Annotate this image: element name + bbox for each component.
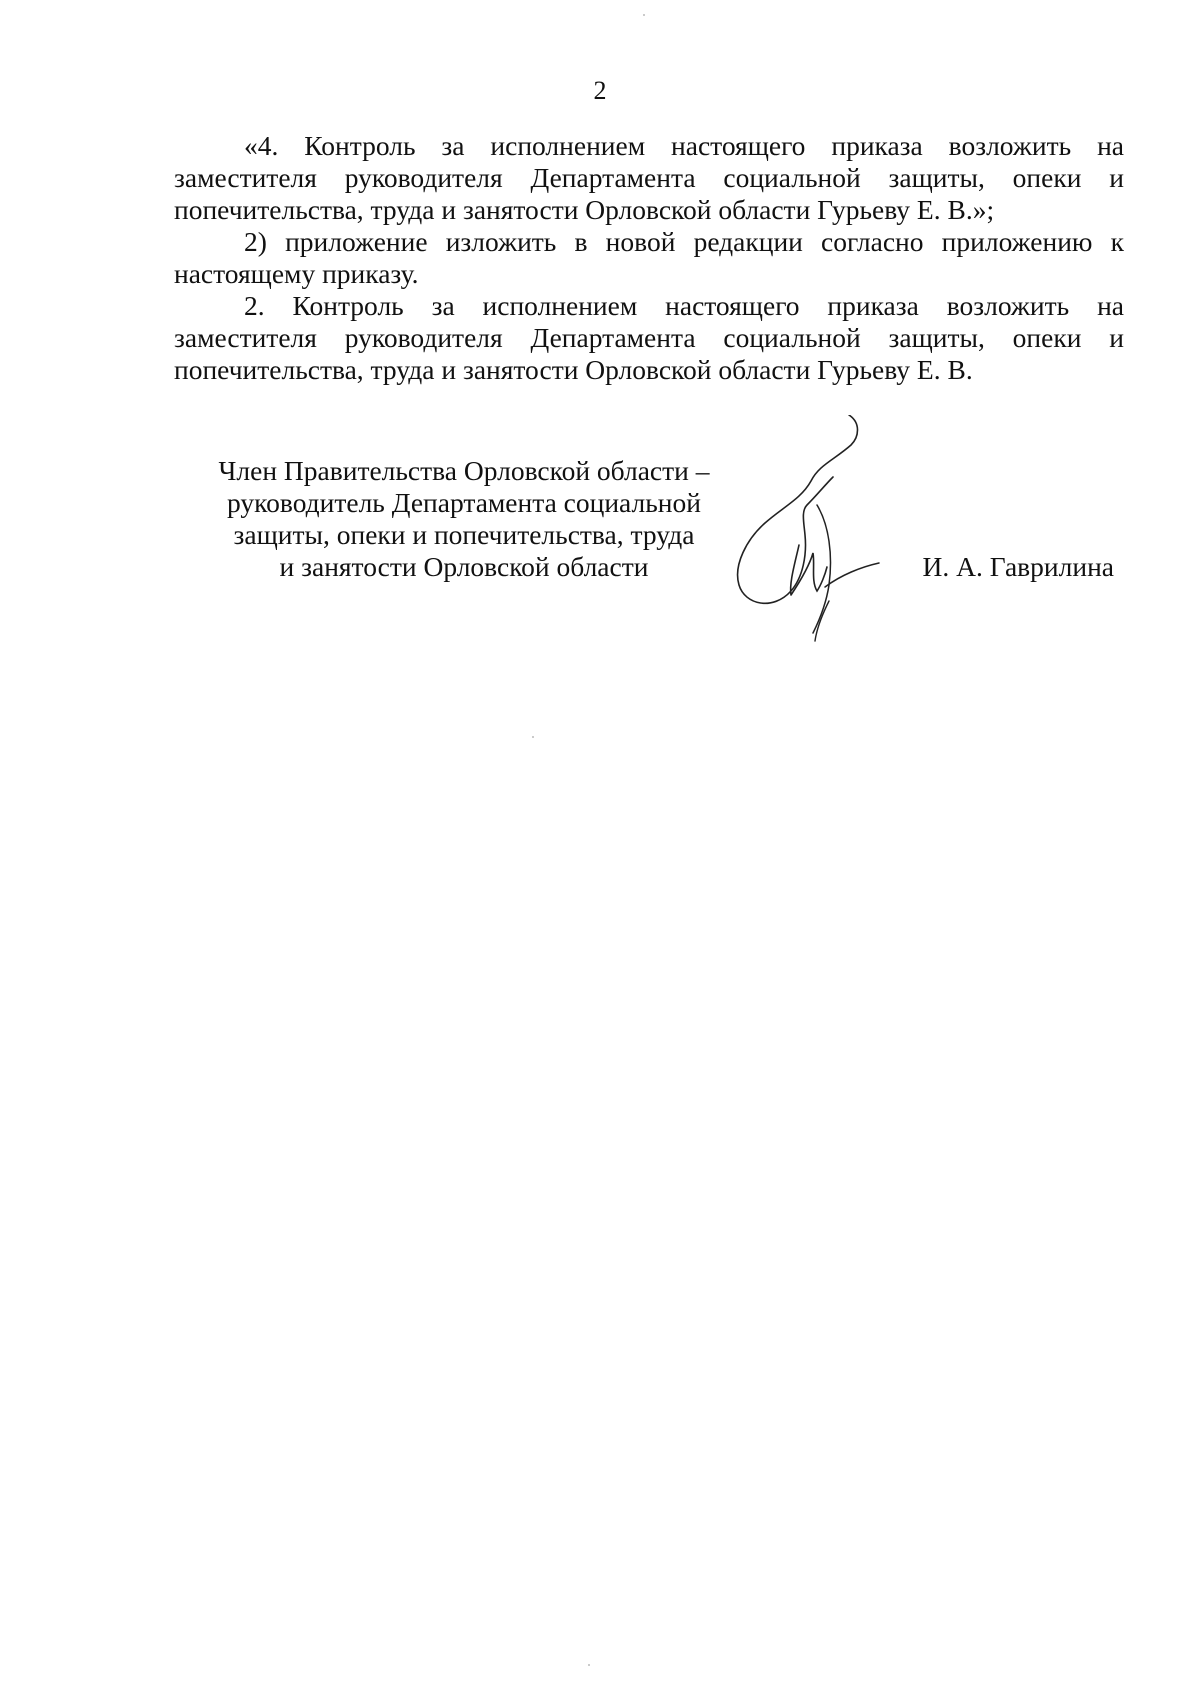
signer-name: И. А. Гаврилина [922, 551, 1114, 582]
paragraph-control-clause: «4. Контроль за исполнением настоящего приказа возложить на заместителя руководителя Департамента социальной защиты, опеки и попечительства, труда и занятости Орловской области Гурьеву Е. В.»; [174, 130, 1124, 225]
paragraph-appendix-amendment: 2) приложение изложить в новой редакции согласно приложению к настоящему приказу. [174, 226, 1124, 289]
scan-speck [588, 1664, 590, 1666]
signature-block [174, 455, 1124, 655]
paragraph-control-assignment: 2. Контроль за исполнением настоящего приказа возложить на заместителя руководителя Департамента социальной защиты, опеки и попечительства, труда и занятости Орловской области Гурьеву Е. В. [174, 290, 1124, 385]
document-body [174, 130, 1124, 386]
signer-title-line: руководитель Департамента социальной [227, 487, 701, 518]
signer-title-line: Член Правительства Орловской области – [218, 455, 710, 486]
signer-title-line: защиты, опеки и попечительства, труда [233, 519, 695, 550]
scan-speck [643, 14, 645, 16]
signer-title-line: и занятости Орловской области [279, 551, 649, 582]
handwritten-signature [729, 415, 889, 655]
scan-speck [532, 736, 534, 738]
signer-title [204, 455, 724, 583]
page-number: 2 [593, 76, 607, 105]
